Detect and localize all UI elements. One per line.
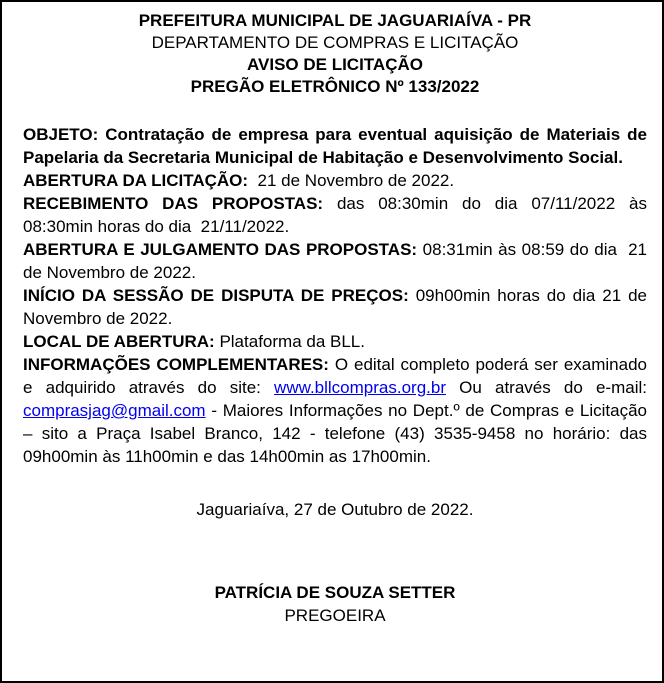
paragraph-local-abertura	[23, 330, 647, 353]
abertura-julgamento-value: 08:31min às 08:59 do dia 21 de Novembro de 2022.	[23, 240, 647, 282]
paragraph-recebimento-propostas	[23, 192, 647, 238]
header-notice-type: AVISO DE LICITAÇÃO	[247, 55, 423, 74]
objeto-text: OBJETO: Contratação de empresa para eventual aquisição de Materiais de Papelaria da Secretaria Municipal de Habitação e Desenvolvimento Social.	[23, 125, 647, 167]
paragraph-abertura-julgamento	[23, 238, 647, 284]
abertura-julgamento-label: ABERTURA E JULGAMENTO DAS PROPOSTAS:	[23, 240, 418, 259]
recebimento-propostas-value: das 08:30min do dia 07/11/2022 às 08:30min horas do dia 21/11/2022.	[23, 194, 647, 236]
informacoes-text-1: O edital completo poderá ser examinado e adquirido através do site:	[23, 355, 647, 397]
date-line: Jaguariaíva, 27 de Outubro de 2022.	[196, 500, 474, 519]
local-abertura-value: Plataforma da BLL.	[214, 332, 365, 351]
recebimento-propostas-label: RECEBIMENTO DAS PROPOSTAS:	[23, 194, 324, 213]
signature-name: PATRÍCIA DE SOUZA SETTER	[214, 583, 456, 602]
inicio-sessao-label: INÍCIO DA SESSÃO DE DISPUTA DE PREÇOS:	[23, 286, 409, 305]
abertura-licitacao-value: 21 de Novembro de 2022.	[248, 171, 455, 190]
paragraph-informacoes-complementares	[23, 353, 647, 468]
header-department: DEPARTAMENTO DE COMPRAS E LICITAÇÃO	[151, 33, 519, 52]
document-header	[23, 10, 647, 98]
header-title: PREFEITURA MUNICIPAL DE JAGUARIAÍVA - PR	[138, 11, 532, 30]
local-abertura-label: LOCAL DE ABERTURA:	[23, 332, 215, 351]
informacoes-text-2: Ou através do e-mail:	[446, 378, 647, 397]
signature-block	[23, 581, 647, 627]
link-bllcompras-site[interactable]: www.bllcompras.org.br	[274, 378, 446, 397]
paragraph-inicio-sessao	[23, 284, 647, 330]
document-body	[23, 123, 647, 468]
paragraph-objeto	[23, 123, 647, 169]
link-comprasjag-email[interactable]: comprasjag@gmail.com	[23, 401, 206, 420]
informacoes-label: INFORMAÇÕES COMPLEMENTARES:	[23, 355, 329, 374]
abertura-licitacao-label: ABERTURA DA LICITAÇÃO:	[23, 171, 249, 190]
paragraph-abertura-da-licitacao	[23, 169, 647, 192]
signature-role: PREGOEIRA	[284, 606, 386, 625]
header-auction-number: PREGÃO ELETRÔNICO Nº 133/2022	[190, 77, 480, 96]
inicio-sessao-value: 09h00min horas do dia 21 de Novembro de 2022.	[23, 286, 647, 328]
informacoes-text-3: - Maiores Informações no Dept.º de Compras e Licitação – sito a Praça Isabel Branco, 142 - telefone (43) 3535-9458 no horário: das 09h00min às 11h00min e das 14h00min as 17h00min.	[23, 401, 647, 466]
